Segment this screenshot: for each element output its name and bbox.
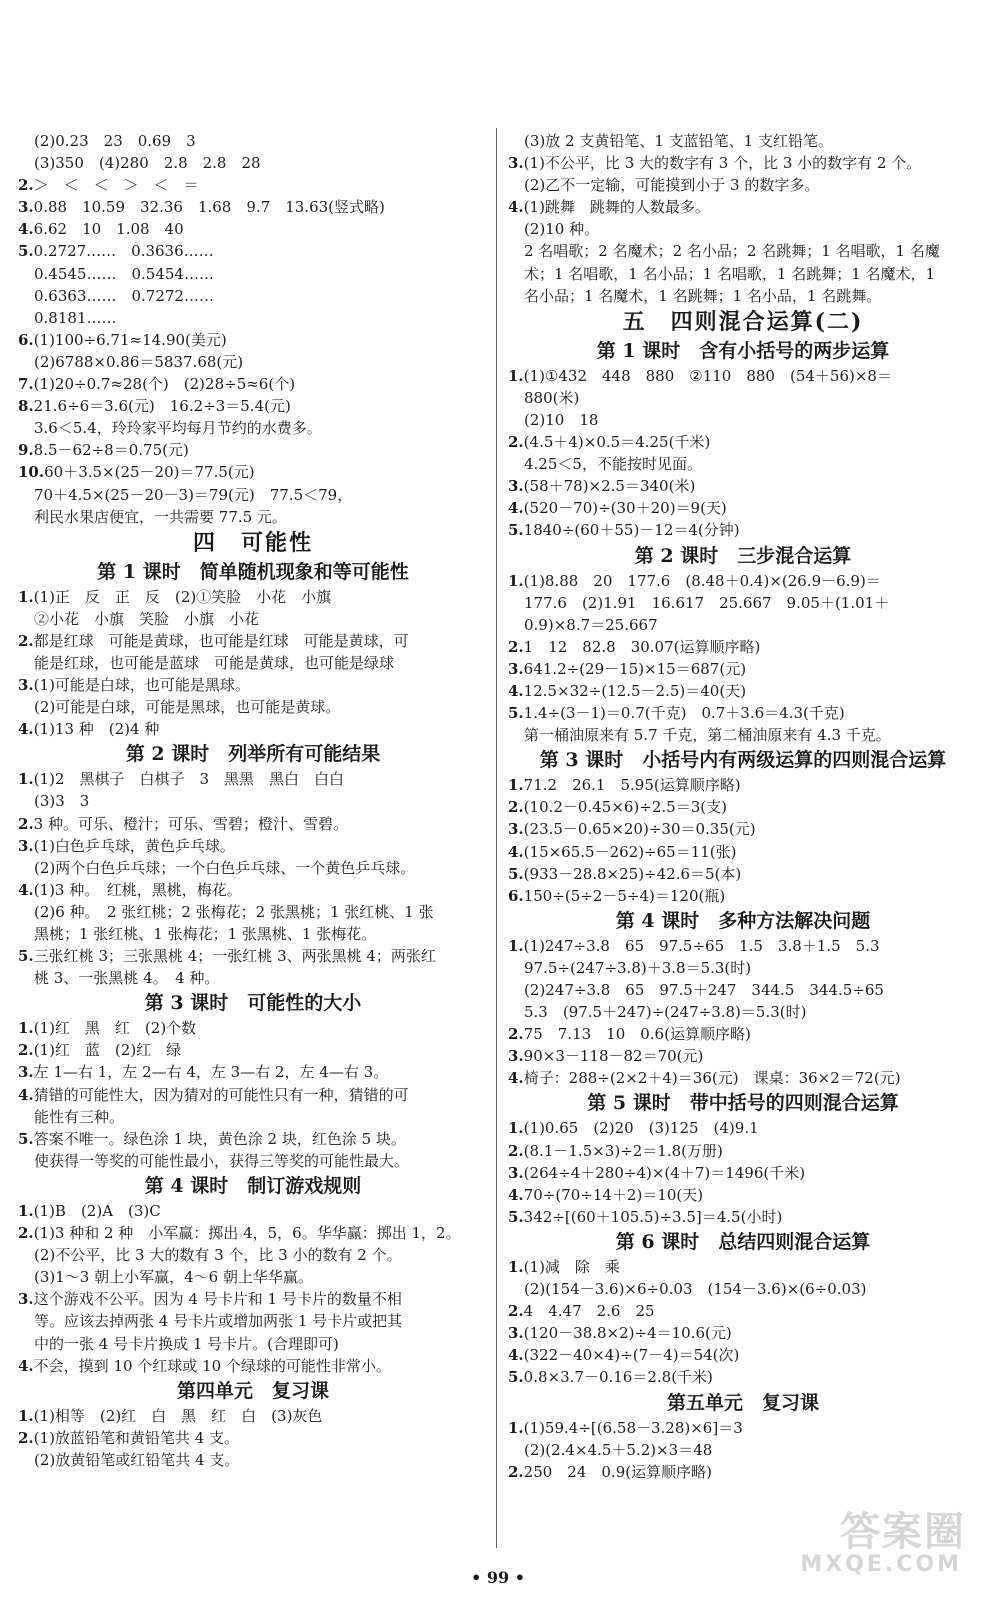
answer-text: (1)①432 448 880 ②110 880 (54＋56)×8＝ bbox=[523, 366, 892, 385]
question-number: 1. bbox=[508, 936, 524, 955]
answer-text: 97.5÷(247÷3.8)＋3.8＝5.3(时) bbox=[524, 958, 752, 977]
answer-text: 中的一张 4 号卡片换成 1 号卡片。(合理即可) bbox=[34, 1334, 339, 1353]
answer-text: (1)20÷0.7≈28(个) (2)28÷5≈6(个) bbox=[33, 375, 296, 394]
watermark-url: MXQE.COM bbox=[800, 1552, 962, 1577]
answer-line bbox=[18, 1084, 488, 1106]
answer-line bbox=[508, 1067, 978, 1089]
question-number: 3. bbox=[18, 676, 34, 695]
answer-text: (1)100÷6.71≈14.90(美元) bbox=[33, 330, 227, 349]
answer-line bbox=[508, 1300, 978, 1322]
answer-line bbox=[508, 365, 978, 387]
answer-text: (58＋78)×2.5＝340(米) bbox=[523, 477, 696, 496]
answer-text: (2)10 种。 bbox=[524, 220, 600, 239]
answer-line bbox=[508, 724, 978, 746]
answer-text: (264÷4＋280÷4)×(4＋7)＝1496(千米) bbox=[523, 1163, 806, 1182]
answer-text: (2)6788×0.86＝5837.68(元) bbox=[34, 352, 244, 371]
answer-line bbox=[18, 1333, 488, 1355]
answer-line bbox=[508, 1278, 978, 1300]
question-number: 4. bbox=[508, 1346, 524, 1365]
answer-text: 黑桃；1 张红桃、1 张梅花；1 张黑桃、1 张梅花。 bbox=[34, 925, 377, 943]
answer-line bbox=[508, 818, 978, 840]
answer-text: 6.62 10 1.08 40 bbox=[33, 220, 184, 239]
answer-line bbox=[18, 1244, 488, 1266]
lesson-heading: 第 6 课时 总结四则混合运算 bbox=[615, 1230, 871, 1253]
column-divider bbox=[496, 128, 497, 1548]
question-number: 3. bbox=[18, 1063, 34, 1082]
answer-text: 术；1 名唱歌，1 名小品；1 名唱歌，1 名跳舞；1 名魔术，1 bbox=[524, 264, 936, 283]
question-number: 7. bbox=[18, 375, 34, 394]
answer-text: (1)2 黑棋子 白棋子 3 黑黑 黑白 白白 bbox=[33, 770, 345, 789]
answer-text: (2)不公平，比 3 大的数有 3 个，比 3 小的数有 2 个。 bbox=[34, 1246, 402, 1265]
question-number: 2. bbox=[508, 1141, 524, 1160]
question-number: 2. bbox=[508, 1025, 524, 1044]
answer-text: (2)放黄铅笔或红铅笔共 4 支。 bbox=[34, 1450, 240, 1469]
answer-text: (1)3 种。 红桃，黑桃，梅花。 bbox=[33, 880, 242, 899]
question-number: 4. bbox=[18, 1085, 34, 1104]
question-number: 6. bbox=[18, 330, 34, 349]
answer-line bbox=[508, 1117, 978, 1139]
answer-line bbox=[508, 863, 978, 885]
answer-line bbox=[18, 674, 488, 696]
answer-line bbox=[18, 1200, 488, 1222]
answer-line bbox=[508, 592, 978, 614]
question-number: 3. bbox=[508, 1047, 524, 1066]
answer-line bbox=[508, 218, 978, 240]
answer-text: (1)3 种和 2 种 小军赢：掷出 4，5，6。华华赢：掷出 1，2。 bbox=[33, 1224, 461, 1243]
answer-line bbox=[18, 307, 488, 329]
question-number: 8. bbox=[18, 397, 34, 416]
answer-line bbox=[18, 718, 488, 740]
lesson-heading: 第五单元 复习课 bbox=[666, 1391, 819, 1414]
answer-line bbox=[18, 1427, 488, 1449]
question-number: 1. bbox=[508, 1119, 524, 1138]
unit-heading: 五 四则混合运算(二) bbox=[622, 308, 864, 335]
answer-text: ＞ ＜ ＜ ＞ ＜ ＝ bbox=[33, 176, 199, 195]
answer-text: (1)8.88 20 177.6 (8.48＋0.4)×(26.9－6.9)＝ bbox=[523, 571, 881, 590]
question-number: 1. bbox=[18, 1019, 34, 1038]
question-number: 1. bbox=[18, 587, 34, 606]
question-number: 4. bbox=[508, 499, 524, 518]
answer-line bbox=[508, 196, 978, 218]
question-number: 2. bbox=[18, 1224, 34, 1243]
question-number: 4. bbox=[508, 1069, 524, 1088]
question-number: 10. bbox=[18, 463, 45, 482]
answer-line bbox=[18, 174, 488, 196]
answer-line bbox=[18, 1266, 488, 1288]
answer-text: (2)(154－3.6)×6÷0.03 (154－3.6)×(6÷0.03) bbox=[524, 1280, 867, 1299]
answer-line bbox=[18, 285, 488, 307]
answer-text: (520－70)÷(30＋20)＝9(天) bbox=[523, 499, 727, 518]
answer-line bbox=[18, 1017, 488, 1039]
answer-line bbox=[18, 351, 488, 373]
question-number: 4. bbox=[508, 681, 524, 700]
lesson-heading: 第 3 课时 小括号内有两级运算的四则混合运算 bbox=[539, 749, 947, 772]
answer-text: 名小品；1 名魔术，1 名跳舞；1 名小品，1 名跳舞。 bbox=[524, 286, 882, 305]
page-number: • 99 • bbox=[471, 1568, 525, 1587]
lesson-heading: 第 1 课时 简单随机现象和等可能性 bbox=[97, 560, 409, 583]
question-number: 2. bbox=[508, 637, 524, 656]
answer-text: (23.5－0.65×20)÷30＝0.35(元) bbox=[523, 820, 756, 839]
question-number: 2. bbox=[18, 1428, 34, 1447]
answer-text: (1)可能是白球，也可能是黑球。 bbox=[33, 676, 250, 695]
question-number: 2. bbox=[508, 1462, 524, 1481]
answer-line bbox=[18, 879, 488, 901]
question-number: 3. bbox=[508, 1163, 524, 1182]
answer-line bbox=[18, 1106, 488, 1128]
answer-text: (2)10 18 bbox=[524, 410, 599, 429]
answer-line bbox=[18, 586, 488, 608]
answer-text: 等。应该去掉两张 4 号卡片或增加两张 1 号卡片或把其 bbox=[34, 1312, 403, 1331]
answer-line bbox=[508, 935, 978, 957]
answer-text: 答案不唯一。绿色涂 1 块，黄色涂 2 块，红色涂 5 块。 bbox=[33, 1129, 406, 1148]
question-number: 4. bbox=[18, 220, 34, 239]
question-number: 3. bbox=[18, 836, 34, 855]
question-number: 5. bbox=[508, 864, 524, 883]
answer-line bbox=[508, 1461, 978, 1483]
answer-line bbox=[508, 702, 978, 724]
answer-line bbox=[508, 1366, 978, 1388]
answer-line bbox=[18, 130, 488, 152]
answer-line bbox=[508, 796, 978, 818]
answer-line bbox=[508, 658, 978, 680]
answer-text: 1 12 82.8 30.07(运算顺序略) bbox=[523, 637, 761, 656]
answer-text: 3 种。可乐、橙汁；可乐、雪碧；橙汁、雪碧。 bbox=[33, 814, 348, 833]
left-column bbox=[18, 130, 488, 1471]
question-number: 3. bbox=[508, 1324, 524, 1343]
answer-line bbox=[18, 329, 488, 351]
question-number: 3. bbox=[508, 820, 524, 839]
answer-text: 能性有三种。 bbox=[34, 1107, 125, 1126]
answer-text: 不会，摸到 10 个红球或 10 个绿球的可能性非常小。 bbox=[33, 1356, 391, 1375]
question-number: 9. bbox=[18, 441, 34, 460]
answer-line bbox=[18, 1039, 488, 1061]
answer-line bbox=[508, 1344, 978, 1366]
answer-line bbox=[18, 1288, 488, 1310]
answer-line bbox=[18, 696, 488, 718]
answer-text: (4.5＋4)×0.5＝4.25(千米) bbox=[523, 433, 711, 452]
answer-line bbox=[508, 636, 978, 658]
answer-text: (10.2－0.45×6)÷2.5＝3(支) bbox=[523, 798, 727, 817]
answer-line bbox=[508, 475, 978, 497]
answer-line bbox=[508, 841, 978, 863]
answer-text: (1)B (2)A (3)C bbox=[33, 1201, 161, 1220]
answer-line bbox=[508, 263, 978, 285]
answer-text: 0.9)×8.7＝25.667 bbox=[524, 615, 658, 634]
question-number: 3. bbox=[508, 477, 524, 496]
answer-line bbox=[508, 1001, 978, 1023]
answer-line bbox=[18, 1150, 488, 1172]
answer-text: 3.6＜5.4，玲玲家平均每月节约的水费多。 bbox=[34, 419, 322, 438]
answer-line bbox=[18, 439, 488, 461]
answer-text: 0.2727…… 0.3636…… bbox=[33, 242, 214, 261]
answer-line bbox=[508, 1439, 978, 1461]
answer-line bbox=[508, 1140, 978, 1162]
answer-text: 0.8181…… bbox=[34, 308, 117, 327]
answer-text: 12.5×32÷(12.5－2.5)＝40(天) bbox=[523, 681, 747, 700]
answer-line bbox=[18, 461, 488, 483]
question-number: 1. bbox=[508, 571, 524, 590]
question-number: 4. bbox=[18, 720, 34, 739]
answer-line bbox=[18, 857, 488, 879]
answer-text: (15×65.5－262)÷65＝11(张) bbox=[523, 842, 737, 861]
question-number: 5. bbox=[18, 242, 34, 261]
answer-text: (120－38.8×2)÷4＝10.6(元) bbox=[523, 1324, 732, 1343]
answer-text: (1)0.65 (2)20 (3)125 (4)9.1 bbox=[523, 1119, 759, 1138]
answer-text: 5.3 (97.5＋247)÷(247÷3.8)＝5.3(时) bbox=[524, 1003, 807, 1022]
answer-line bbox=[18, 240, 488, 262]
answer-line bbox=[18, 1222, 488, 1244]
answer-line bbox=[18, 218, 488, 240]
question-number: 3. bbox=[18, 1290, 34, 1309]
answer-line bbox=[508, 1023, 978, 1045]
answer-text: 60＋3.5×(25－20)＝77.5(元) bbox=[44, 463, 255, 482]
answer-line bbox=[18, 395, 488, 417]
answer-line bbox=[508, 240, 978, 262]
answer-line bbox=[508, 680, 978, 702]
answer-text: 177.6 (2)1.91 16.617 25.667 9.05＋(1.01＋ bbox=[524, 593, 890, 612]
lesson-heading: 第 4 课时 制订游戏规则 bbox=[144, 1174, 362, 1197]
answer-line bbox=[508, 1256, 978, 1278]
answer-text: (3)放 2 支黄铅笔、1 支蓝铅笔、1 支红铅笔。 bbox=[524, 132, 833, 150]
question-number: 2. bbox=[508, 1302, 524, 1321]
answer-line bbox=[508, 570, 978, 592]
answer-text: (1)减 除 乘 bbox=[523, 1257, 620, 1276]
answer-text: (2)247÷3.8 65 97.5＋247 344.5 344.5÷65 bbox=[524, 981, 884, 999]
answer-line bbox=[18, 373, 488, 395]
answer-line bbox=[18, 1310, 488, 1332]
answer-text: (1)白色乒乓球，黄色乒乓球。 bbox=[33, 836, 235, 855]
answer-line bbox=[508, 152, 978, 174]
answer-line bbox=[508, 1045, 978, 1067]
answer-text: (2)6 种。 2 张红桃；2 张梅花；2 张黑桃；1 张红桃、1 张 bbox=[34, 902, 434, 921]
answer-text: 能是红球，也可能是蓝球 可能是黄球，也可能是绿球 bbox=[34, 653, 395, 672]
answer-line bbox=[18, 813, 488, 835]
answer-text: 2 名唱歌；2 名魔术；2 名小品；2 名跳舞；1 名唱歌，1 名魔 bbox=[524, 242, 940, 261]
answer-line bbox=[508, 885, 978, 907]
question-number: 2. bbox=[18, 631, 34, 650]
answer-text: 椅子：288÷(2×2＋4)＝36(元) 课桌：36×2＝72(元) bbox=[523, 1069, 901, 1088]
question-number: 5. bbox=[508, 704, 524, 723]
question-number: 5. bbox=[18, 947, 34, 966]
answer-text: 70÷(70÷14＋2)＝10(天) bbox=[523, 1185, 704, 1204]
answer-text: (933－28.8×25)÷42.6＝5(本) bbox=[523, 864, 742, 883]
answer-text: (1)13 种 (2)4 种 bbox=[33, 720, 160, 739]
answer-text: (1)59.4÷[(6.58－3.28)×6]＝3 bbox=[523, 1418, 743, 1437]
answer-line bbox=[18, 1355, 488, 1377]
answer-text: (2)两个白色乒乓球；一个白色乒乓球、一个黄色乒乓球。 bbox=[34, 858, 416, 877]
answer-text: 都是红球 可能是黄球，也可能是红球 可能是黄球，可 bbox=[33, 631, 409, 650]
answer-text: 使获得一等奖的可能性最小，获得三等奖的可能性最大。 bbox=[34, 1151, 410, 1170]
question-number: 1. bbox=[508, 1418, 524, 1437]
answer-line bbox=[508, 453, 978, 475]
answer-line bbox=[18, 923, 488, 945]
answer-text: (3)350 (4)280 2.8 2.8 28 bbox=[34, 154, 261, 173]
question-number: 5. bbox=[18, 1129, 34, 1148]
lesson-heading: 第 1 课时 含有小括号的两步运算 bbox=[596, 339, 890, 362]
answer-text: 150÷(5÷2－5÷4)＝120(瓶) bbox=[523, 886, 726, 905]
answer-line bbox=[18, 967, 488, 989]
answer-line bbox=[18, 652, 488, 674]
answer-text: 4 4.47 2.6 25 bbox=[523, 1302, 655, 1321]
question-number: 4. bbox=[18, 1356, 34, 1375]
answer-line bbox=[508, 285, 978, 307]
answer-text: (2)0.23 23 0.69 3 bbox=[34, 132, 196, 150]
answer-line bbox=[508, 387, 978, 409]
answer-line bbox=[508, 174, 978, 196]
answer-line bbox=[18, 608, 488, 630]
question-number: 3. bbox=[508, 154, 524, 173]
answer-line bbox=[18, 196, 488, 218]
question-number: 1. bbox=[508, 776, 524, 795]
answer-text: (1)不公平，比 3 大的数字有 3 个，比 3 小的数字有 2 个。 bbox=[523, 154, 922, 173]
question-number: 1. bbox=[18, 1201, 34, 1220]
answer-text: 桃 3、一张黑桃 4。 4 种。 bbox=[34, 969, 220, 988]
question-number: 3. bbox=[508, 659, 524, 678]
answer-text: (1)正 反 正 反 (2)①笑脸 小花 小旗 bbox=[33, 587, 332, 606]
answer-text: (8.1－1.5×3)÷2＝1.8(万册) bbox=[523, 1141, 723, 1160]
lesson-heading: 第四单元 复习课 bbox=[176, 1379, 329, 1402]
answer-text: ②小花 小旗 笑脸 小旗 小花 bbox=[34, 609, 260, 628]
answer-text: (1)跳舞 跳舞的人数最多。 bbox=[523, 198, 710, 217]
answer-text: 90×3－118－82＝70(元) bbox=[523, 1047, 704, 1066]
answer-line bbox=[18, 835, 488, 857]
answer-text: 70＋4.5×(25－20－3)＝79(元) 77.5＜79， bbox=[34, 485, 353, 504]
question-number: 2. bbox=[18, 176, 34, 195]
question-number: 1. bbox=[18, 770, 34, 789]
lesson-heading: 第 2 课时 列举所有可能结果 bbox=[125, 743, 381, 766]
answer-line bbox=[508, 130, 978, 152]
answer-text: (1)247÷3.8 65 97.5÷65 1.5 3.8＋1.5 5.3 bbox=[523, 936, 880, 955]
answer-line bbox=[18, 484, 488, 506]
answer-text: 250 24 0.9(运算顺序略) bbox=[523, 1462, 712, 1481]
watermark-logo: 答案圈 bbox=[840, 1509, 966, 1555]
question-number: 4. bbox=[508, 842, 524, 861]
answer-text: (1)红 黑 红 (2)个数 bbox=[33, 1019, 197, 1038]
question-number: 1. bbox=[508, 1257, 524, 1276]
answer-text: 8.5－62÷8＝0.75(元) bbox=[33, 441, 189, 460]
lesson-heading: 第 4 课时 多种方法解决问题 bbox=[615, 909, 871, 932]
question-number: 6. bbox=[508, 886, 524, 905]
answer-line bbox=[18, 417, 488, 439]
question-number: 4. bbox=[508, 198, 524, 217]
answer-text: (1)相等 (2)红 白 黑 红 白 (3)灰色 bbox=[33, 1406, 323, 1425]
question-number: 5. bbox=[508, 1368, 524, 1387]
answer-line bbox=[18, 1061, 488, 1083]
question-number: 5. bbox=[508, 1207, 524, 1226]
answer-line bbox=[18, 506, 488, 528]
question-number: 3. bbox=[18, 198, 34, 217]
question-number: 4. bbox=[508, 1185, 524, 1204]
answer-line bbox=[18, 945, 488, 967]
unit-heading: 四 可能性 bbox=[192, 529, 313, 556]
answer-line bbox=[18, 630, 488, 652]
answer-line bbox=[18, 901, 488, 923]
answer-line bbox=[508, 497, 978, 519]
answer-text: 880(米) bbox=[524, 388, 580, 407]
answer-text: (2)可能是白球，可能是黑球，也可能是黄球。 bbox=[34, 698, 341, 717]
answer-line bbox=[18, 768, 488, 790]
answer-text: 利民水果店便宜，一共需要 77.5 元。 bbox=[34, 507, 287, 526]
lesson-heading: 第 2 课时 三步混合运算 bbox=[634, 544, 852, 567]
question-number: 5. bbox=[508, 521, 524, 540]
answer-text: (322－40×4)÷(7－4)＝54(次) bbox=[523, 1346, 740, 1365]
watermark bbox=[800, 1500, 976, 1590]
answer-text: (1)红 蓝 (2)红 绿 bbox=[33, 1041, 182, 1060]
right-column bbox=[508, 130, 978, 1483]
answer-line bbox=[508, 957, 978, 979]
answer-line bbox=[508, 1206, 978, 1228]
answer-line bbox=[508, 519, 978, 541]
question-number: 1. bbox=[508, 366, 524, 385]
question-number: 2. bbox=[18, 1041, 34, 1060]
question-number: 2. bbox=[508, 798, 524, 817]
question-number: 1. bbox=[18, 1406, 34, 1425]
answer-text: 1840÷(60＋55)－12＝4(分钟) bbox=[523, 521, 740, 540]
answer-line bbox=[18, 1128, 488, 1150]
question-number: 2. bbox=[508, 433, 524, 452]
answer-text: (2)乙不一定输，可能摸到小于 3 的数字多。 bbox=[524, 176, 820, 195]
answer-text: (3)1～3 朝上小军赢，4～6 朝上华华赢。 bbox=[34, 1268, 313, 1287]
answer-line bbox=[508, 1184, 978, 1206]
answer-text: 75 7.13 10 0.6(运算顺序略) bbox=[523, 1025, 751, 1044]
answer-line bbox=[18, 790, 488, 812]
question-number: 2. bbox=[18, 814, 34, 833]
answer-text: 4.25＜5，不能按时见面。 bbox=[524, 455, 702, 474]
answer-text: 0.4545…… 0.5454…… bbox=[34, 264, 214, 283]
answer-line bbox=[508, 979, 978, 1001]
answer-text: 第一桶油原来有 5.7 千克，第二桶油原来有 4.3 千克。 bbox=[524, 726, 891, 745]
answer-text: 0.88 10.59 32.36 1.68 9.7 13.63(竖式略) bbox=[33, 198, 385, 217]
answer-text: 0.6363…… 0.7272…… bbox=[34, 286, 214, 305]
answer-text: 三张红桃 3；三张黑桃 4；一张红桃 3、两张黑桃 4；两张红 bbox=[33, 947, 436, 966]
answer-text: (2)(2.4×4.5＋5.2)×3＝48 bbox=[524, 1440, 713, 1459]
answer-line bbox=[508, 1322, 978, 1344]
answer-text: 0.8×3.7－0.16＝2.8(千米) bbox=[523, 1368, 713, 1387]
answer-line bbox=[508, 774, 978, 796]
answer-line bbox=[508, 409, 978, 431]
answer-text: 左 1—右 1，左 2—右 4，左 3—右 2，左 4—右 3。 bbox=[33, 1063, 389, 1082]
answer-line bbox=[508, 614, 978, 636]
answer-line bbox=[18, 1405, 488, 1427]
answer-line bbox=[508, 431, 978, 453]
answer-line bbox=[18, 263, 488, 285]
answer-line bbox=[508, 1162, 978, 1184]
lesson-heading: 第 3 课时 可能性的大小 bbox=[144, 992, 362, 1015]
question-number: 4. bbox=[18, 880, 34, 899]
answer-text: (3)3 3 bbox=[34, 792, 90, 811]
answer-text: 这个游戏不公平。因为 4 号卡片和 1 号卡片的数量不相 bbox=[33, 1290, 402, 1309]
lesson-heading: 第 5 课时 带中括号的四则混合运算 bbox=[587, 1092, 899, 1115]
answer-line bbox=[18, 152, 488, 174]
answer-text: 71.2 26.1 5.95(运算顺序略) bbox=[523, 776, 741, 795]
answer-line bbox=[508, 1417, 978, 1439]
answer-text: 猜错的可能性大，因为猜对的可能性只有一种，猜错的可 bbox=[33, 1085, 409, 1104]
answer-text: 342÷[(60＋105.5)÷3.5]＝4.5(小时) bbox=[523, 1207, 783, 1226]
answer-text: 21.6÷6＝3.6(元) 16.2÷3＝5.4(元) bbox=[33, 397, 291, 416]
answer-text: 1.4÷(3－1)＝0.7(千克) 0.7＋3.6＝4.3(千克) bbox=[523, 704, 845, 723]
answer-text: (1)放蓝铅笔和黄铅笔共 4 支。 bbox=[33, 1428, 240, 1447]
answer-line bbox=[18, 1449, 488, 1471]
answer-text: 641.2÷(29－15)×15＝687(元) bbox=[523, 659, 747, 678]
